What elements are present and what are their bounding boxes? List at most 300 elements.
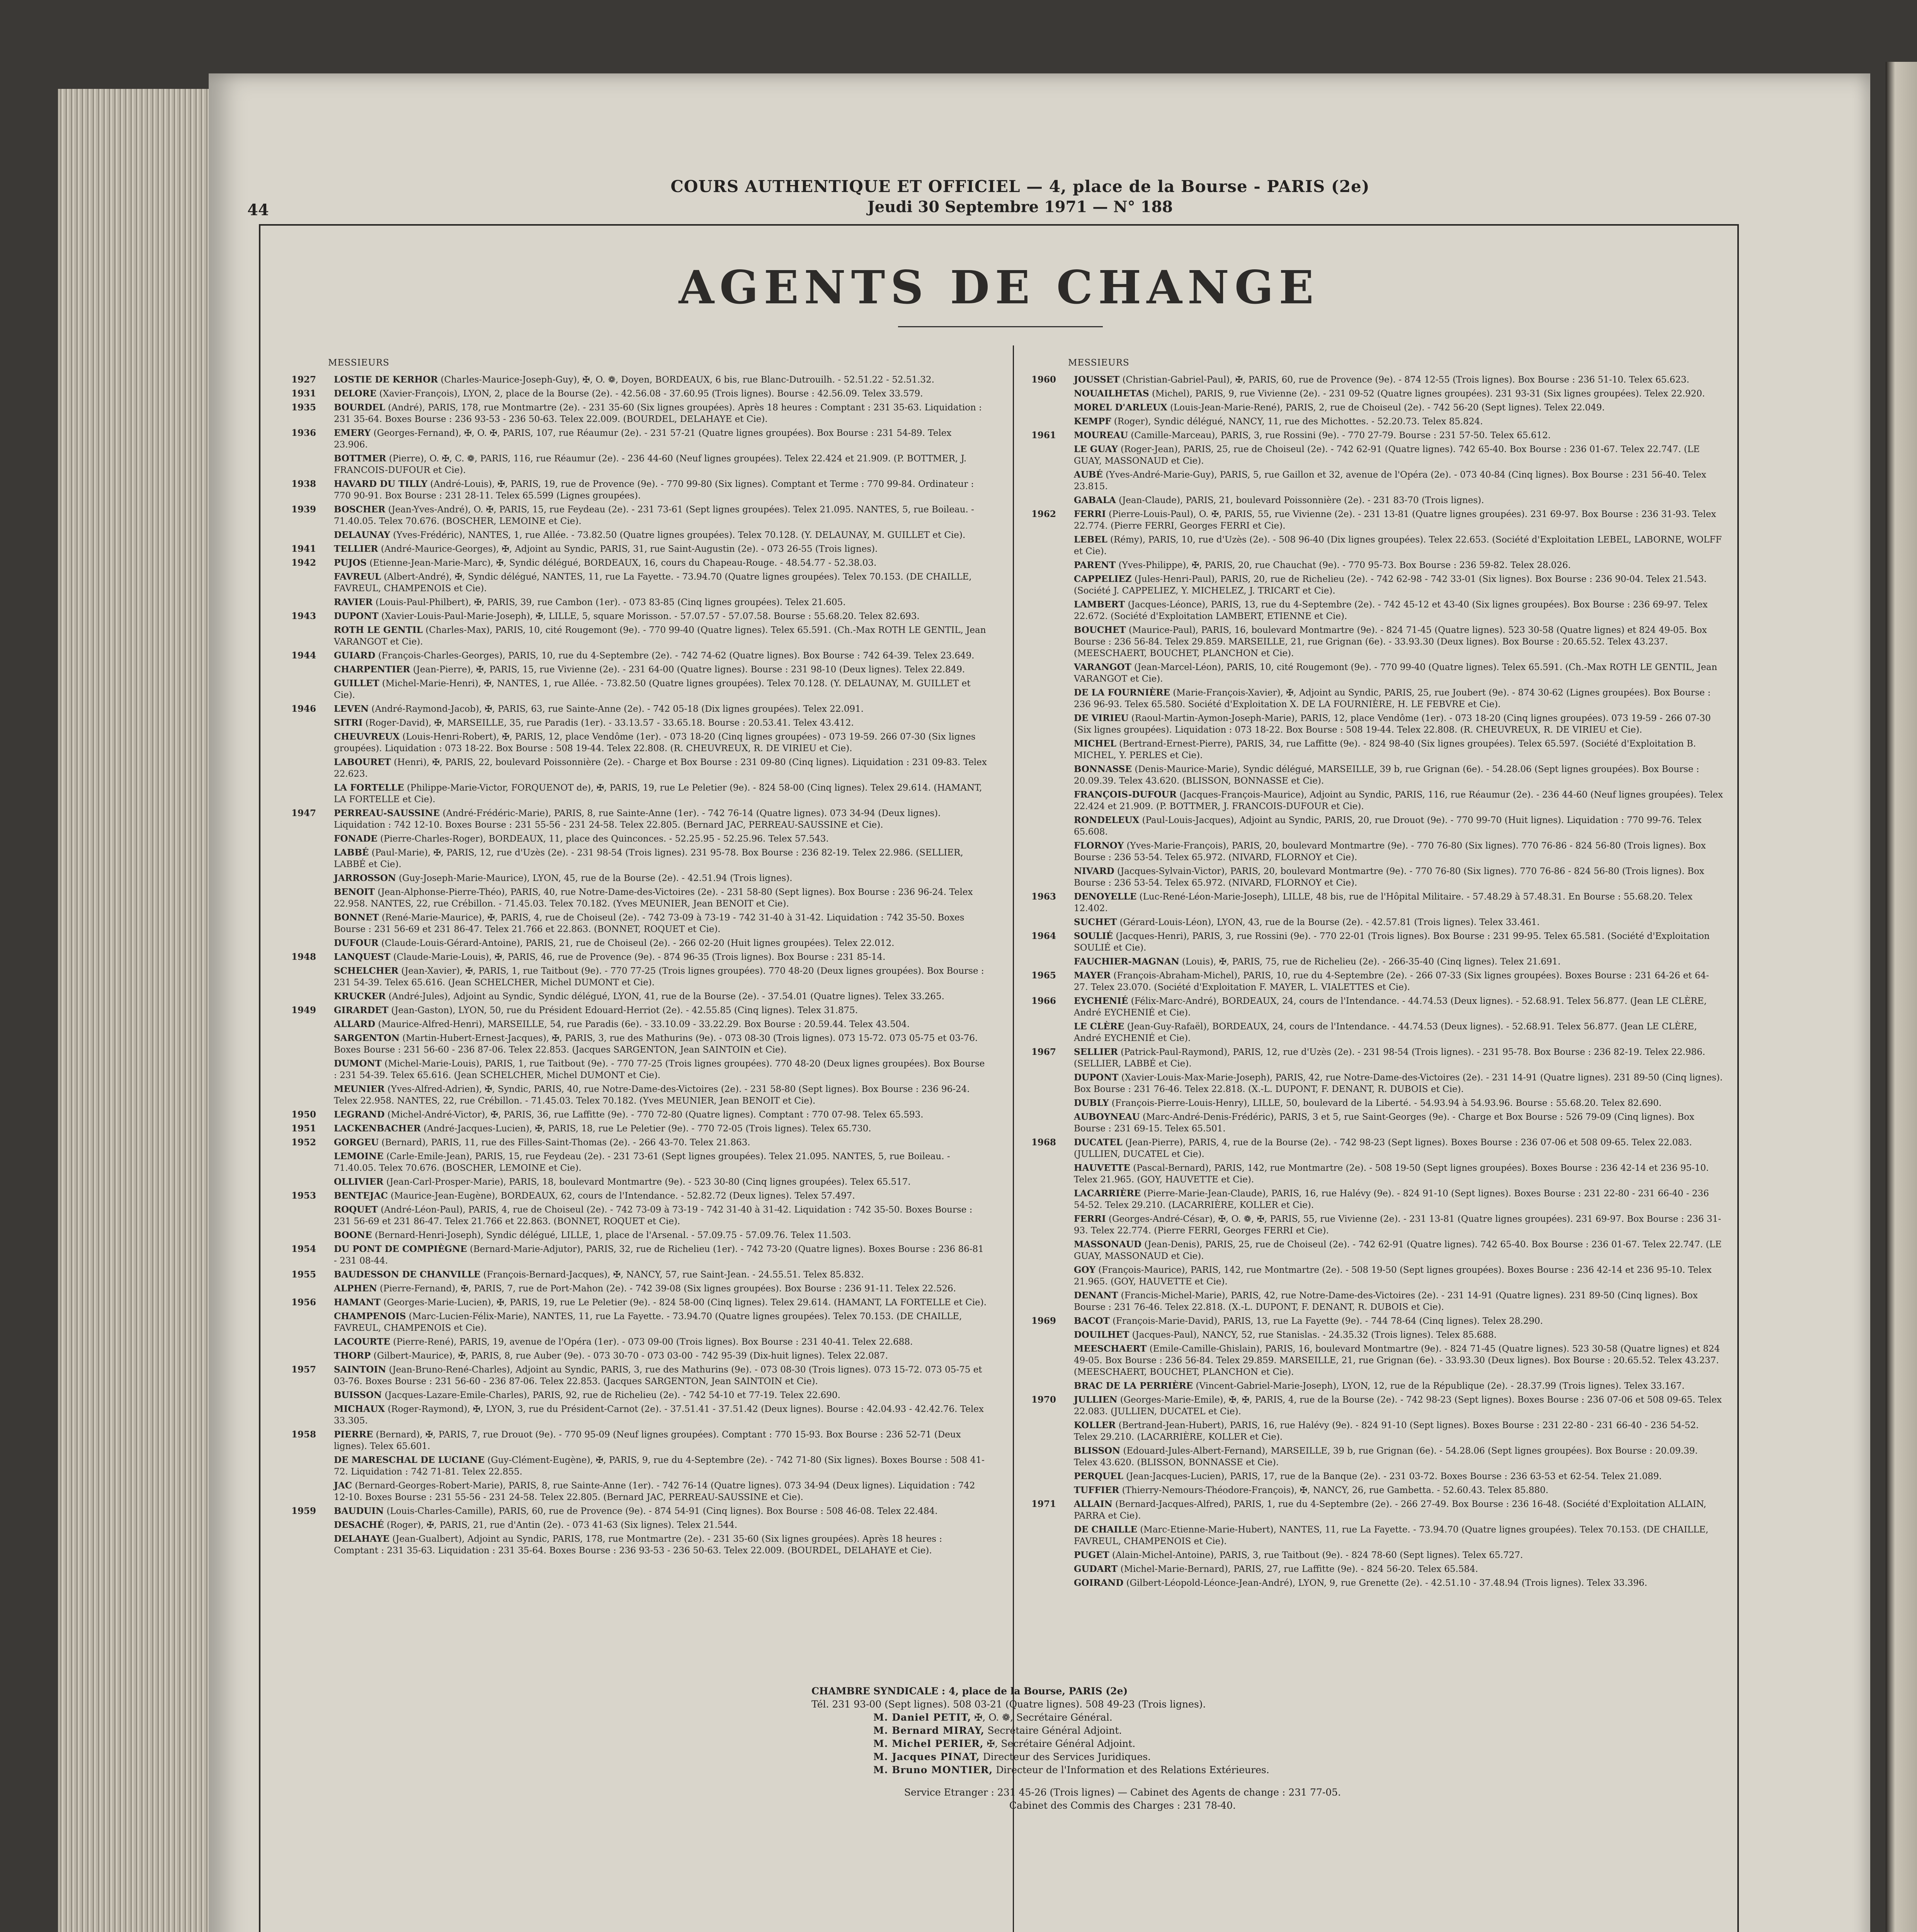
- entry-name: LABBÉ: [334, 847, 369, 858]
- entry-name: PERREAU-SAUSSINE: [334, 808, 440, 818]
- entry-name: GOY: [1074, 1265, 1096, 1275]
- agent-entry: [291, 1533, 987, 1556]
- entry-details: (Paul-Marie), ✠, PARIS, 12, rue d'Uzès (2e). - 231 98-54 (Trois lignes). 231 95-78. Box Bourse : 236 82-19. Telex 22.986. (SELLIER, LABBÉ et Cie).: [334, 848, 963, 869]
- entry-details: (Jacques-Sylvain-Victor), PARIS, 20, boulevard Montmartre (9e). - 770 76-80 (Six lignes). 770 76-86 - 824 56-80 (Trois lignes). Box Bourse : 236 53-54. Telex 65.972. (NIVARD, FLORNOY et Cie).: [1074, 866, 1704, 888]
- member-role: Directeur des Services Juridiques.: [983, 1751, 1151, 1762]
- entry-details: (Marc-Etienne-Marie-Hubert), NANTES, 11, rue La Fayette. - 73.94.70 (Quatre lignes groupées). Telex 70.153. (DE CHAILLE, FAVREUL, CHAMPENOIS et Cie).: [1074, 1525, 1709, 1546]
- entry-details: (Marie-François-Xavier), ✠, Adjoint au Syndic, PARIS, 25, rue Joubert (9e). - 874 30-62 (Lignes groupées). Box Bourse : 236 96-93. Telex 65.580. Société d'Exploitation X. DE LA FOURNIÈRE, H. LE FEBVRE et Cie).: [1074, 688, 1711, 709]
- entry-details: (Roger), Syndic délégué, NANCY, 11, rue des Michottes. - 52.20.73. Telex 85.824.: [1114, 417, 1483, 427]
- agent-entry: [1031, 534, 1723, 557]
- agent-entry: [1031, 789, 1723, 812]
- entry-name: JAC: [334, 1480, 352, 1491]
- entry-name: FAVREUL: [334, 571, 381, 582]
- entry-details: (Jean-Marcel-Léon), PARIS, 10, cité Rougemont (9e). - 770 99-40 (Quatre lignes). Telex 65.591. (Ch.-Max ROTH LE GENTIL, Jean VARANGOT et Cie).: [1074, 662, 1717, 684]
- agent-entry: [1031, 1380, 1723, 1392]
- entry-name: DUPONT: [1074, 1072, 1119, 1083]
- entry-year: 1953: [291, 1190, 316, 1201]
- entry-details: (Roger-Raymond), ✠, LYON, 3, rue du Président-Carnot (2e). - 37.51.41 - 37.51.42 (Deux lignes). Bourse : 42.04.93 - 42.42.76. Telex 33.305.: [334, 1404, 984, 1426]
- agent-entry: [1031, 1471, 1723, 1482]
- entry-year: 1946: [291, 704, 316, 714]
- entry-name: BENTEJAC: [334, 1190, 388, 1201]
- agent-entry: [291, 650, 987, 662]
- entry-name: RAVIER: [334, 597, 373, 607]
- entry-details: (André-Jacques-Lucien), ✠, PARIS, 18, rue Le Peletier (9e). - 770 72-05 (Trois lignes). Telex 65.730.: [424, 1124, 871, 1134]
- entry-name: SELLIER: [1074, 1047, 1118, 1057]
- agent-entry: [1031, 1162, 1723, 1185]
- agent-entry: [1031, 1524, 1723, 1547]
- agent-entry: [1031, 1097, 1723, 1109]
- agent-entry: [1031, 469, 1723, 492]
- entry-name: DESACHÉ: [334, 1520, 384, 1530]
- agent-entry: [1031, 495, 1723, 506]
- member-role: Secrétaire Général Adjoint.: [987, 1725, 1122, 1736]
- agent-entry: [291, 402, 987, 425]
- entry-details: (Jean-Gaston), LYON, 50, rue du Président Edouard-Herriot (2e). - 42.55.85 (Cinq lignes). Telex 31.875.: [391, 1005, 858, 1015]
- entry-name: DELAUNAY: [334, 530, 390, 540]
- entry-details: (Gilbert-Léopold-Léonce-Jean-André), LYON, 9, rue Grenette (2e). - 42.51.10 - 37.48.94 (Trois lignes). Telex 33.396.: [1126, 1578, 1647, 1588]
- entry-details: (André-Léon-Paul), PARIS, 4, rue de Choiseul (2e). - 742 73-09 à 73-19 - 742 31-40 à 31-42. Liquidation : 742 35-50. Boxes Bourse : 231 56-69 et 231 86-47. Telex 21.766 et 22.863. (BONNET, ROQUET et Cie).: [334, 1205, 973, 1226]
- entry-name: GUIARD: [334, 650, 376, 661]
- entry-name: DUCATEL: [1074, 1137, 1123, 1148]
- entry-name: SCHELCHER: [334, 966, 399, 976]
- entry-name: DENANT: [1074, 1290, 1118, 1301]
- entry-details: (Thierry-Nemours-Théodore-François), ✠, NANCY, 26, rue Gambetta. - 52.60.43. Telex 85.880.: [1122, 1485, 1549, 1495]
- agent-entry: [291, 571, 987, 594]
- entry-details: (Louis-Jean-Marie-René), PARIS, 2, rue de Choiseul (2e). - 742 56-20 (Sept lignes). Telex 22.049.: [1170, 403, 1605, 413]
- entry-details: (Maurice-Paul), PARIS, 16, boulevard Montmartre (9e). - 824 71-45 (Quatre lignes). 523 30-58 (Quatre lignes) et 824 49-05. Box Bourse : 236 56-84. Telex 29.859. MARSEILLE, 21, rue Grignan (6e). - 33.93.30 (Deux lignes). Box Bourse : 20.65.52. Telex 43.237. (MEESCHAERT, BOUCHET, PLANCHON et Cie).: [1074, 625, 1707, 658]
- entry-name: KOLLER: [1074, 1420, 1116, 1430]
- agent-entry: [1031, 662, 1723, 685]
- entry-year: 1950: [291, 1109, 316, 1120]
- entry-details: (Pierre-Marie-Jean-Claude), PARIS, 16, rue Halévy (9e). - 824 91-10 (Sept lignes). Boxes Bourse : 231 22-80 - 231 66-40 - 236 54-52. Telex 29.210. (LACARRIÈRE, KOLLER et Cie).: [1074, 1189, 1709, 1210]
- agent-entry: [1031, 374, 1723, 386]
- chambre-members: [784, 1711, 1461, 1777]
- entry-name: CHARPENTIER: [334, 664, 410, 675]
- entry-name: GORGEU: [334, 1137, 379, 1148]
- entry-name: TUFFIER: [1074, 1485, 1119, 1495]
- agent-entry: [291, 478, 987, 502]
- entry-details: (François-Maurice), PARIS, 142, rue Montmartre (2e). - 508 19-50 (Sept lignes groupées). Boxes Bourse : 236 42-14 et 236 95-10. Telex 21.965. (GOY, HAUVETTE et Cie).: [1074, 1265, 1712, 1287]
- agent-entry: [291, 847, 987, 870]
- entry-details: (Georges-André-César), ✠, O. ❁, ✠, PARIS, 55, rue Vivienne (2e). - 231 13-81 (Quatre lignes groupées). 231 69-97. Box Bourse : 236 31-93. Telex 22.774. (Pierre FERRI, Georges FERRI et Cie).: [1074, 1214, 1721, 1236]
- entry-name: JOUSSET: [1074, 374, 1120, 385]
- entry-name: MOUREAU: [1074, 430, 1128, 440]
- entry-details: (Gilbert-Maurice), ✠, PARIS, 8, rue Auber (9e). - 073 30-70 - 073 03-00 - 742 95-39 (Dix-huit lignes). Telex 22.087.: [373, 1351, 888, 1361]
- entry-details: (Bernard), PARIS, 11, rue des Filles-Saint-Thomas (2e). - 266 43-70. Telex 21.863.: [381, 1138, 750, 1148]
- entry-name: LACKENBACHER: [334, 1123, 421, 1134]
- entry-details: (Georges-Fernand), ✠, O. ✠, PARIS, 107, rue Réaumur (2e). - 231 57-21 (Quatre lignes groupées). Box Bourse : 231 54-89. Telex 23.906.: [334, 428, 952, 450]
- agent-entry: [291, 1137, 987, 1148]
- entry-year: 1943: [291, 611, 316, 621]
- agent-entry: [1031, 1549, 1723, 1561]
- entry-year: 1962: [1031, 509, 1056, 519]
- entry-name: GUDART: [1074, 1564, 1118, 1574]
- entry-name: PARENT: [1074, 560, 1116, 570]
- agent-entry: [291, 1123, 987, 1134]
- entry-name: FERRI: [1074, 509, 1106, 519]
- entry-name: DUBLY: [1074, 1098, 1109, 1108]
- entry-name: ALLAIN: [1074, 1499, 1112, 1509]
- entry-details: (Yves-Alfred-Adrien), ✠, Syndic, PARIS, 40, rue Notre-Dame-des-Victoires (2e). - 231 58-80 (Sept lignes). Box Bourse : 236 96-24. Telex 22.958. NANTES, 22, rue Crébillon. - 71.45.03. Telex 70.182. (Yves MEUNIER, Jean BENOIT et Cie).: [334, 1084, 970, 1106]
- entry-details: (Roger), ✠, PARIS, 21, rue d'Antin (2e). - 073 41-63 (Six lignes). Telex 21.544.: [386, 1520, 738, 1530]
- entry-name: ALLARD: [334, 1019, 376, 1029]
- entry-name: CAPPELIEZ: [1074, 574, 1132, 584]
- entry-name: HAMANT: [334, 1297, 381, 1308]
- chambre-member: [784, 1724, 1461, 1737]
- entry-details: (Pierre), O. ✠, C. ❁, PARIS, 116, rue Réaumur (2e). - 236 44-60 (Neuf lignes groupées). Telex 22.424 et 21.909. (P. BOTTMER, J. FRANCOIS-DUFOUR et Cie).: [334, 454, 967, 475]
- entry-name: PUJOS: [334, 558, 367, 568]
- entry-year: 1939: [291, 504, 316, 515]
- agent-entry: [291, 1083, 987, 1107]
- entry-details: (André-Jules), Adjoint au Syndic, Syndic délégué, LYON, 41, rue de la Bourse (2e). - 37.54.01 (Quatre lignes). Telex 33.265.: [388, 992, 944, 1002]
- entry-year: 1938: [291, 479, 316, 489]
- agent-entry: [1031, 930, 1723, 954]
- agent-entry: [1031, 713, 1723, 736]
- agent-entry: [1031, 1239, 1723, 1262]
- entry-name: AUBOYNEAU: [1074, 1112, 1140, 1122]
- agent-entry: [291, 611, 987, 622]
- agent-entry: [291, 1019, 987, 1030]
- entry-details: (Guy-Clément-Eugène), ✠, PARIS, 9, rue du 4-Septembre (2e). - 742 71-80 (Six lignes). Boxes Bourse : 508 41-72. Liquidation : 742 71-81. Telex 22.855.: [334, 1455, 985, 1477]
- entry-details: (Carle-Emile-Jean), PARIS, 15, rue Feydeau (2e). - 231 73-61 (Sept lignes groupées). Telex 21.095. NANTES, 5, rue Boileau. - 71.40.05. Telex 70.676. (BOSCHER, LEMOINE et Cie).: [334, 1151, 950, 1173]
- entry-details: (Camille-Marceau), PARIS, 3, rue Rossini (9e). - 770 27-79. Bourse : 231 57-50. Telex 65.612.: [1131, 430, 1551, 440]
- chambre-member: [784, 1750, 1461, 1764]
- entry-year: 1947: [291, 808, 316, 818]
- entry-name: FRANÇOIS-DUFOUR: [1074, 789, 1177, 800]
- entry-name: DE MARESCHAL DE LUCIANE: [334, 1455, 485, 1465]
- right-column: [1031, 357, 1723, 1591]
- agent-entry: [1031, 1329, 1723, 1341]
- agent-entry: [291, 937, 987, 949]
- agent-entry: [291, 453, 987, 476]
- entry-name: DELAHAYE: [334, 1534, 390, 1544]
- entry-name: GABALA: [1074, 495, 1116, 505]
- entry-name: BONNASSE: [1074, 764, 1132, 774]
- entry-details: (Luc-René-Léon-Marie-Joseph), LILLE, 48 bis, rue de l'Hôpital Militaire. - 57.48.29 à 57.48.31. En Bourse : 55.68.20. Telex 12.402.: [1074, 892, 1692, 913]
- entry-details: (Denis-Maurice-Marie), Syndic délégué, MARSEILLE, 39 b, rue Grignan (6e). - 54.28.06 (Sept lignes groupées). Box Bourse : 20.09.39. Telex 43.620. (BLISSON, BONNASSE et Cie).: [1074, 764, 1699, 786]
- agent-entry: [1031, 995, 1723, 1019]
- entry-details: (Jean-Carl-Prosper-Marie), PARIS, 18, boulevard Montmartre (9e). - 523 30-80 (Cinq lignes groupées). Telex 65.517.: [386, 1177, 911, 1187]
- agent-entry: [1031, 917, 1723, 928]
- entry-details: (Jacques-Léonce), PARIS, 13, rue du 4-Septembre (2e). - 742 45-12 et 43-40 (Six lignes groupées). Box Bourse : 236 69-97. Telex 22.672. (Société d'Exploitation LAMBERT, ETIENNE et Cie).: [1074, 600, 1708, 621]
- entry-details: (Etienne-Jean-Marie-Marc), ✠, Syndic délégué, BORDEAUX, 16, cours du Chapeau-Rouge. - 48.54.77 - 52.38.03.: [369, 558, 877, 568]
- member-role: ✠, O. ❁, Secrétaire Général.: [974, 1712, 1112, 1723]
- entry-name: MASSONAUD: [1074, 1239, 1141, 1250]
- entry-name: NIVARD: [1074, 866, 1114, 876]
- page-number: 44: [247, 201, 269, 219]
- entry-details: (Maurice-Jean-Eugène), BORDEAUX, 62, cours de l'Intendance. - 52.82.72 (Deux lignes). Telex 57.497.: [391, 1191, 855, 1201]
- entry-name: DUMONT: [334, 1058, 382, 1069]
- agent-entry: [291, 1176, 987, 1188]
- agent-entry: [1031, 1188, 1723, 1211]
- entry-name: JULLIEN: [1074, 1395, 1118, 1405]
- entry-details: (Jean-Guy-Rafaël), BORDEAUX, 24, cours de l'Intendance. - 44.74.53 (Deux lignes). - 52.68.91. Telex 56.877. (Jean LE CLÈRE, André EYCHENIÉ et Cie).: [1074, 1022, 1697, 1043]
- entry-name: LEGRAND: [334, 1109, 385, 1120]
- entry-name: GUILLET: [334, 678, 379, 689]
- entry-details: (Claude-Louis-Gérard-Antoine), PARIS, 21, rue de Choiseul (2e). - 266 02-20 (Huit lignes groupées). Telex 22.012.: [381, 938, 895, 948]
- entry-details: (Jean-Alphonse-Pierre-Théo), PARIS, 40, rue Notre-Dame-des-Victoires (2e). - 231 58-80 (Sept lignes). Box Bourse : 236 96-24. Telex 22.958. NANTES, 22, rue Crébillon. - 71.45.03. Telex 70.182. (Yves MEUNIER, Jean BENOIT et Cie).: [334, 887, 973, 909]
- entry-name: DOUILHET: [1074, 1330, 1129, 1340]
- entry-details: (Pierre-Louis-Paul), O. ✠, PARIS, 55, rue Vivienne (2e). - 231 13-81 (Quatre lignes groupées). 231 69-97. Box Bourse : 236 31-93. Telex 22.774. (Pierre FERRI, Georges FERRI et Cie).: [1074, 509, 1716, 531]
- entry-details: (Alain-Michel-Antoine), PARIS, 3, rue Taitbout (9e). - 824 78-60 (Sept lignes). Telex 65.727.: [1112, 1550, 1523, 1560]
- entry-name: BOURDEL: [334, 402, 385, 413]
- entry-name: DELORE: [334, 388, 377, 399]
- entry-details: (Henri), ✠, PARIS, 22, boulevard Poissonnière (2e). - Charge et Box Bourse : 231 09-80 (Cinq lignes). Liquidation : 231 09-83. Telex 22.623.: [334, 757, 987, 779]
- entry-details: (Xavier-Louis-Max-Marie-Joseph), PARIS, 42, rue Notre-Dame-des-Victoires (2e). - 231 14-91 (Quatre lignes). 231 89-50 (Cinq lignes). Box Bourse : 231 76-46. Telex 22.818. (X.-L. DUPONT, F. DENANT, R. DUBOIS et Cie).: [1074, 1073, 1723, 1094]
- agent-entry: [291, 965, 987, 988]
- entry-details: (Yves-André-Marie-Guy), PARIS, 5, rue Gaillon et 32, avenue de l'Opéra (2e). - 073 40-84 (Cinq lignes). Box Bourse : 231 56-40. Telex 23.815.: [1074, 470, 1706, 492]
- entry-year: 1960: [1031, 374, 1056, 385]
- agent-entry: [1031, 509, 1723, 532]
- entry-name: BAUDUIN: [334, 1506, 384, 1516]
- entry-details: (Michel), PARIS, 9, rue Vivienne (2e). - 231 09-52 (Quatre lignes groupées). 231 93-31 (Six lignes groupées). Telex 22.920.: [1152, 389, 1705, 399]
- entry-details: (Vincent-Gabriel-Marie-Joseph), LYON, 12, rue de la République (2e). - 28.37.99 (Trois lignes). Telex 33.167.: [1196, 1381, 1685, 1391]
- agent-entry: [291, 782, 987, 805]
- entry-details: (Rémy), PARIS, 10, rue d'Uzès (2e). - 508 96-40 (Dix lignes groupées). Telex 22.653. (Société d'Exploitation LEBEL, LABORNE, WOLFF et Cie).: [1074, 535, 1722, 556]
- header-title: COURS AUTHENTIQUE ET OFFICIEL — 4, place de la Bourse - PARIS (2e): [670, 177, 1370, 196]
- entry-name: PERQUEL: [1074, 1471, 1123, 1481]
- entry-details: (Jean-Pierre), PARIS, 4, rue de la Bourse (2e). - 742 98-23 (Sept lignes). Boxes Bourse : 236 07-06 et 508 09-65. Telex 22.083. (JULLIEN, DUCATEL et Cie).: [1074, 1138, 1692, 1159]
- agent-entry: [291, 951, 987, 963]
- entry-details: (Xavier-François), LYON, 2, place de la Bourse (2e). - 42.56.08 - 37.60.95 (Trois lignes). Bourse : 42.56.09. Telex 33.579.: [379, 389, 923, 399]
- agent-list-right: [1031, 374, 1723, 1589]
- entry-name: BRAC DE LA PERRIÈRE: [1074, 1381, 1193, 1391]
- entry-details: (Paul-Louis-Jacques), Adjoint au Syndic, PARIS, 20, rue Drouot (9e). - 770 99-70 (Huit lignes). Liquidation : 770 99-76. Telex 65.608.: [1074, 815, 1702, 837]
- entry-name: LEBEL: [1074, 534, 1107, 545]
- entry-name: DE VIRIEU: [1074, 713, 1129, 723]
- member-name: M. Bruno MONTIER,: [873, 1764, 993, 1776]
- entry-name: SARGENTON: [334, 1033, 400, 1043]
- agent-entry: [1031, 1485, 1723, 1496]
- entry-details: (François-Marie-David), PARIS, 13, rue La Fayette (9e). - 744 78-64 (Cinq lignes). Telex 28.290.: [1112, 1316, 1543, 1326]
- agent-entry: [291, 1364, 987, 1387]
- chambre-member: [784, 1764, 1461, 1777]
- agent-entry: [291, 427, 987, 451]
- agent-entry: [1031, 1498, 1723, 1522]
- agent-entry: [1031, 1111, 1723, 1134]
- book-edge-right: [1886, 62, 1917, 1932]
- agent-entry: [291, 1151, 987, 1174]
- entry-name: EYCHENIÉ: [1074, 996, 1128, 1006]
- entry-name: LE CLÈRE: [1074, 1021, 1124, 1032]
- entry-details: (Pierre-René), PARIS, 19, avenue de l'Opéra (1er). - 073 09-00 (Trois lignes). Box Bourse : 231 40-41. Telex 22.688.: [393, 1337, 913, 1347]
- entry-name: TELLIER: [334, 544, 378, 554]
- entry-details: (Louis-Henri-Robert), ✠, PARIS, 12, place Vendôme (1er). - 073 18-20 (Cinq lignes groupées) - 073 19-59. 266 07-30 (Six lignes groupées). Liquidation : 073 18-22. Box Bourse : 508 19-44. Telex 22.808. (R. CHEUVREUX, R. DE VIRIEU et Cie).: [334, 732, 976, 753]
- entry-name: SUCHET: [1074, 917, 1117, 927]
- entry-name: DE LA FOURNIÈRE: [1074, 687, 1170, 698]
- entry-year: 1957: [291, 1364, 316, 1375]
- entry-details: (Jean-Bruno-René-Charles), Adjoint au Syndic, PARIS, 3, rue des Mathurins (9e). - 073 08-30 (Trois lignes). 073 15-72. 073 05-75 et 03-76. Boxes Bourse : 231 56-60 - 236 87-06. Telex 22.853. (Jacques SARGENTON, Jean SAINTOIN et Cie).: [334, 1365, 982, 1386]
- agent-entry: [1031, 1563, 1723, 1575]
- left-column: [291, 357, 987, 1559]
- agent-entry: [291, 1336, 987, 1348]
- entry-details: (Bernard-Marie-Adjutor), PARIS, 32, rue de Richelieu (1er). - 742 73-20 (Quatre lignes). Boxes Bourse : 236 86-81 - 231 08-44.: [334, 1244, 984, 1266]
- agent-entry: [291, 1505, 987, 1517]
- entry-name: JARROSSON: [334, 873, 396, 883]
- agent-entry: [1031, 1315, 1723, 1327]
- entry-details: (André-Frédéric-Marie), PARIS, 8, rue Sainte-Anne (1er). - 742 76-14 (Quatre lignes). 073 34-94 (Deux lignes). Liquidation : 742 12-10. Boxes Bourse : 231 55-56 - 231 24-58. Telex 22.805. (Bernard JAC, PERREAU-SAUSSINE et Cie).: [334, 808, 941, 830]
- agent-entry: [291, 731, 987, 754]
- entry-details: (Guy-Joseph-Marie-Maurice), LYON, 45, rue de la Bourse (2e). - 42.51.94 (Trois lignes).: [399, 873, 793, 883]
- entry-details: (Louis-Charles-Camille), PARIS, 60, rue de Provence (9e). - 874 54-91 (Cinq lignes). Box Bourse : 508 46-08. Telex 22.484.: [386, 1506, 938, 1516]
- entry-details: (Félix-Marc-André), BORDEAUX, 24, cours de l'Intendance. - 44.74.53 (Deux lignes). - 52.68.91. Telex 56.877. (Jean LE CLÈRE, André EYCHENIÉ et Cie).: [1074, 996, 1707, 1018]
- entry-year: 1931: [291, 388, 316, 399]
- agent-entry: [291, 557, 987, 569]
- entry-details: (Roger-David), ✠, MARSEILLE, 35, rue Paradis (1er). - 33.13.57 - 33.65.18. Bourse : 20.53.41. Telex 43.412.: [365, 718, 854, 728]
- member-role: ✠, Secrétaire Général Adjoint.: [987, 1738, 1136, 1749]
- agent-entry: [291, 757, 987, 780]
- entry-details: (André-Maurice-Georges), ✠, Adjoint au Syndic, PARIS, 31, rue Saint-Augustin (2e). - 073 26-55 (Trois lignes).: [381, 544, 878, 554]
- member-name: M. Michel PERIER,: [873, 1738, 984, 1749]
- entry-details: (Pierre-Fernand), ✠, PARIS, 7, rue de Port-Mahon (2e). - 742 39-08 (Six lignes groupées). Box Bourse : 236 91-11. Telex 22.526.: [379, 1284, 956, 1294]
- agent-entry: [291, 1190, 987, 1202]
- entry-year: 1964: [1031, 931, 1056, 941]
- agent-entry: [291, 1403, 987, 1427]
- entry-details: (Jacques-Henri), PARIS, 3, rue Rossini (9e). - 770 22-01 (Trois lignes). Box Bourse : 231 99-95. Telex 65.581. (Société d'Exploitation SOULIÉ et Cie).: [1074, 931, 1710, 953]
- agent-entry: [291, 1297, 987, 1308]
- agent-entry: [1031, 1072, 1723, 1095]
- entry-year: 1961: [1031, 430, 1056, 440]
- agent-entry: [1031, 573, 1723, 597]
- entry-details: (Bernard-Henri-Joseph), Syndic délégué, LILLE, 1, place de l'Arsenal. - 57.09.75 - 57.09.76. Telex 11.503.: [374, 1230, 851, 1240]
- entry-details: (Yves-Philippe), ✠, PARIS, 20, rue Chauchat (9e). - 770 95-73. Box Bourse : 236 59-82. Telex 28.026.: [1118, 560, 1571, 570]
- book-edge-left: [58, 89, 220, 1932]
- entry-year: 1958: [291, 1429, 316, 1440]
- header-date: Jeudi 30 Septembre 1971 — N° 188: [867, 198, 1173, 216]
- title-rule: [898, 326, 1103, 327]
- agent-entry: [1031, 1394, 1723, 1417]
- entry-year: 1970: [1031, 1395, 1056, 1405]
- entry-details: (Xavier-Louis-Paul-Marie-Joseph), ✠, LILLE, 5, square Morisson. - 57.07.57 - 57.07.58. Bourse : 55.68.20. Telex 82.693.: [381, 611, 920, 621]
- entry-details: (André-Louis), ✠, PARIS, 19, rue de Provence (9e). - 770 99-80 (Six lignes). Comptant et Terme : 770 99-84. Ordinateur : 770 90-91. Box Bourse : 231 28-11. Telex 65.599 (Lignes groupées).: [334, 479, 974, 501]
- agent-entry: [291, 833, 987, 845]
- entry-name: LABOURET: [334, 757, 391, 767]
- entry-name: BAUDESSON DE CHANVILLE: [334, 1269, 481, 1280]
- entry-details: (Bernard-Jacques-Alfred), PARIS, 1, rue du 4-Septembre (2e). - 266 27-49. Box Bourse : 236 16-48. (Société d'Exploitation ALLAIN, PARRA et Cie).: [1074, 1499, 1706, 1521]
- entry-details: (André-Raymond-Jacob), ✠, PARIS, 63, rue Sainte-Anne (2e). - 742 05-18 (Dix lignes groupées). Telex 22.091.: [371, 704, 864, 714]
- entry-name: BLISSON: [1074, 1446, 1121, 1456]
- agent-entry: [1031, 444, 1723, 467]
- member-role: Directeur de l'Information et des Relations Extérieures.: [996, 1764, 1269, 1776]
- entry-name: ROQUET: [334, 1204, 378, 1215]
- agent-entry: [291, 1480, 987, 1503]
- agent-entry: [291, 1429, 987, 1452]
- agent-entry: [291, 912, 987, 935]
- entry-name: MEESCHAERT: [1074, 1344, 1147, 1354]
- entry-name: THORP: [334, 1350, 371, 1361]
- entry-details: (Bernard-Georges-Robert-Marie), PARIS, 8, rue Sainte-Anne (1er). - 742 76-14 (Quatre lignes). 073 34-94 (Deux lignes). Liquidation : 742 12-10. Boxes Bourse : 231 55-56 - 231 24-58. Telex 22.805. (Bernard JAC, PERREAU-SAUSSINE et Cie).: [334, 1481, 975, 1502]
- entry-details: (Jean-Denis), PARIS, 25, rue de Choiseul (2e). - 742 62-91 (Quatre lignes). 742 65-40. Box Bourse : 236 01-67. Telex 22.747. (LE GUAY, MASSONAUD et Cie).: [1074, 1240, 1722, 1261]
- service-line: Service Etranger : 231 45-26 (Trois lignes) — Cabinet des Agents de change : 231 77-05.: [904, 1787, 1341, 1798]
- entry-name: OLLIVIER: [334, 1177, 384, 1187]
- entry-name: PIERRE: [334, 1429, 373, 1440]
- entry-details: (Bertrand-Jean-Hubert), PARIS, 16, rue Halévy (9e). - 824 91-10 (Sept lignes). Boxes Bourse : 231 22-80 - 231 66-40 - 236 54-52. Telex 29.210. (LACARRIÈRE, KOLLER et Cie).: [1074, 1420, 1699, 1442]
- entry-name: MOREL D'ARLEUX: [1074, 402, 1167, 413]
- entry-details: (François-Bernard-Jacques), ✠, NANCY, 57, rue Saint-Jean. - 24.55.51. Telex 85.832.: [483, 1270, 864, 1280]
- agent-entry: [1031, 764, 1723, 787]
- agent-entry: [1031, 1420, 1723, 1443]
- entry-name: LEMOINE: [334, 1151, 384, 1162]
- entry-details: (François-Abraham-Michel), PARIS, 10, rue du 4-Septembre (2e). - 266 07-33 (Six lignes groupées). Boxes Bourse : 231 64-26 et 64-27. Telex 23.070. (Société d'Exploitation F. MAYER, L. VIALETTES et Cie).: [1074, 971, 1709, 992]
- column-heading: MESSIEURS: [1068, 358, 1129, 368]
- agent-entry: [291, 886, 987, 910]
- entry-year: 1944: [291, 650, 316, 661]
- agent-entry: [291, 991, 987, 1002]
- entry-details: (Jean-Jacques-Lucien), PARIS, 17, rue de la Banque (2e). - 231 03-72. Boxes Bourse : 236 63-53 et 62-54. Telex 21.089.: [1126, 1471, 1662, 1481]
- agent-entry: [1031, 1213, 1723, 1236]
- entry-year: 1952: [291, 1137, 316, 1148]
- agent-entry: [291, 1283, 987, 1294]
- entry-name: BONNET: [334, 912, 379, 923]
- entry-details: (Albert-André), ✠, Syndic délégué, NANTES, 11, rue La Fayette. - 73.94.70 (Quatre lignes groupées). Telex 70.153. (DE CHAILLE, FAVREUL, CHAMPENOIS et Cie).: [334, 572, 972, 594]
- entry-name: RONDELEUX: [1074, 815, 1140, 825]
- entry-year: 1963: [1031, 891, 1056, 902]
- agent-entry: [291, 1350, 987, 1362]
- entry-name: FLORNOY: [1074, 840, 1124, 851]
- entry-name: SITRI: [334, 718, 363, 728]
- entry-year: 1968: [1031, 1137, 1056, 1148]
- agent-entry: [291, 1311, 987, 1334]
- entry-details: (Charles-Max), PARIS, 10, cité Rougemont (9e). - 770 99-40 (Quatre lignes). Telex 65.591. (Ch.-Max ROTH LE GENTIL, Jean VARANGOT et Cie).: [334, 625, 986, 647]
- entry-details: (François-Charles-Georges), PARIS, 10, rue du 4-Septembre (2e). - 742 74-62 (Quatre lignes). Box Bourse : 742 64-39. Telex 23.649.: [378, 651, 975, 661]
- column-heading: MESSIEURS: [328, 358, 390, 368]
- entry-details: (Jean-Pierre), ✠, PARIS, 15, rue Vivienne (2e). - 231 64-00 (Quatre lignes). Bourse : 231 98-10 (Deux lignes). Telex 22.849.: [413, 665, 965, 675]
- agent-entry: [1031, 1046, 1723, 1070]
- entry-name: MICHAUX: [334, 1404, 385, 1414]
- entry-details: (Roger-Jean), PARIS, 25, rue de Choiseul (2e). - 742 62-91 (Quatre lignes). 742 65-40. Box Bourse : 236 01-67. Telex 22.747. (LE GUAY, MASSONAUD et Cie).: [1074, 444, 1700, 466]
- entry-name: VARANGOT: [1074, 662, 1131, 672]
- agent-list-left: [291, 374, 987, 1556]
- entry-name: GIRARDET: [334, 1005, 389, 1015]
- agent-entry: [1031, 1445, 1723, 1468]
- entry-year: 1942: [291, 558, 316, 568]
- entry-name: EMERY: [334, 428, 371, 438]
- entry-name: ALPHEN: [334, 1283, 377, 1294]
- cabinet-line: Cabinet des Commis des Charges : 231 78-40.: [1009, 1800, 1236, 1811]
- entry-details: (Martin-Hubert-Ernest-Jacques), ✠, PARIS, 3, rue des Mathurins (9e). - 073 08-30 (Trois lignes). 073 15-72. 073 05-75 et 03-76. Boxes Bourse : 231 56-60 - 236 87-06. Telex 22.853. (Jacques SARGENTON, Jean SAINTOIN et Cie).: [334, 1033, 978, 1055]
- chambre-title: CHAMBRE SYNDICALE : 4, place de la Bourse, PARIS (2e): [811, 1685, 1128, 1697]
- agent-entry: [291, 1032, 987, 1056]
- entry-name: LACOURTE: [334, 1337, 390, 1347]
- entry-name: BUISSON: [334, 1390, 382, 1400]
- entry-year: 1966: [1031, 996, 1056, 1006]
- entry-year: 1949: [291, 1005, 316, 1015]
- entry-name: FERRI: [1074, 1214, 1106, 1224]
- entry-details: (Christian-Gabriel-Paul), ✠, PARIS, 60, rue de Provence (9e). - 874 12-55 (Trois lignes). Box Bourse : 236 51-10. Telex 65.623.: [1122, 375, 1689, 385]
- agent-entry: [1031, 956, 1723, 968]
- entry-year: 1971: [1031, 1499, 1056, 1509]
- agent-entry: [291, 1058, 987, 1081]
- agent-entry: [291, 872, 987, 884]
- entry-details: (Jean-Yves-André), O. ✠, PARIS, 15, rue Feydeau (2e). - 231 73-61 (Sept lignes groupées). Telex 21.095. NANTES, 5, rue Boileau. - 71.40.05. Telex 70.676. (BOSCHER, LEMOINE et Cie).: [334, 505, 974, 526]
- entry-name: KEMPF: [1074, 416, 1111, 427]
- agent-entry: [291, 374, 987, 386]
- page-header: [247, 174, 1793, 224]
- entry-year: 1948: [291, 952, 316, 962]
- entry-details: (Jacques-Lazare-Emile-Charles), PARIS, 92, rue de Richelieu (2e). - 742 54-10 et 77-19. Telex 22.690.: [384, 1390, 840, 1400]
- agent-entry: [291, 1204, 987, 1227]
- entry-name: AUBÉ: [1074, 469, 1103, 480]
- entry-name: NOUAILHETAS: [1074, 388, 1149, 399]
- entry-details: (Gérard-Louis-Léon), LYON, 43, rue de la Bourse (2e). - 42.57.81 (Trois lignes). Telex 33.461.: [1119, 917, 1540, 927]
- entry-name: BOSCHER: [334, 504, 386, 515]
- entry-name: BOTTMER: [334, 453, 386, 464]
- entry-name: DU PONT DE COMPIÈGNE: [334, 1244, 467, 1254]
- agent-entry: [1031, 1290, 1723, 1313]
- agent-entry: [1031, 624, 1723, 659]
- entry-details: (Marc-Lucien-Félix-Marie), NANTES, 11, rue La Fayette. - 73.94.70 (Quatre lignes groupées). Telex 70.153. (DE CHAILLE, FAVREUL, CHAMPENOIS et Cie).: [334, 1311, 962, 1333]
- agent-entry: [291, 1109, 987, 1121]
